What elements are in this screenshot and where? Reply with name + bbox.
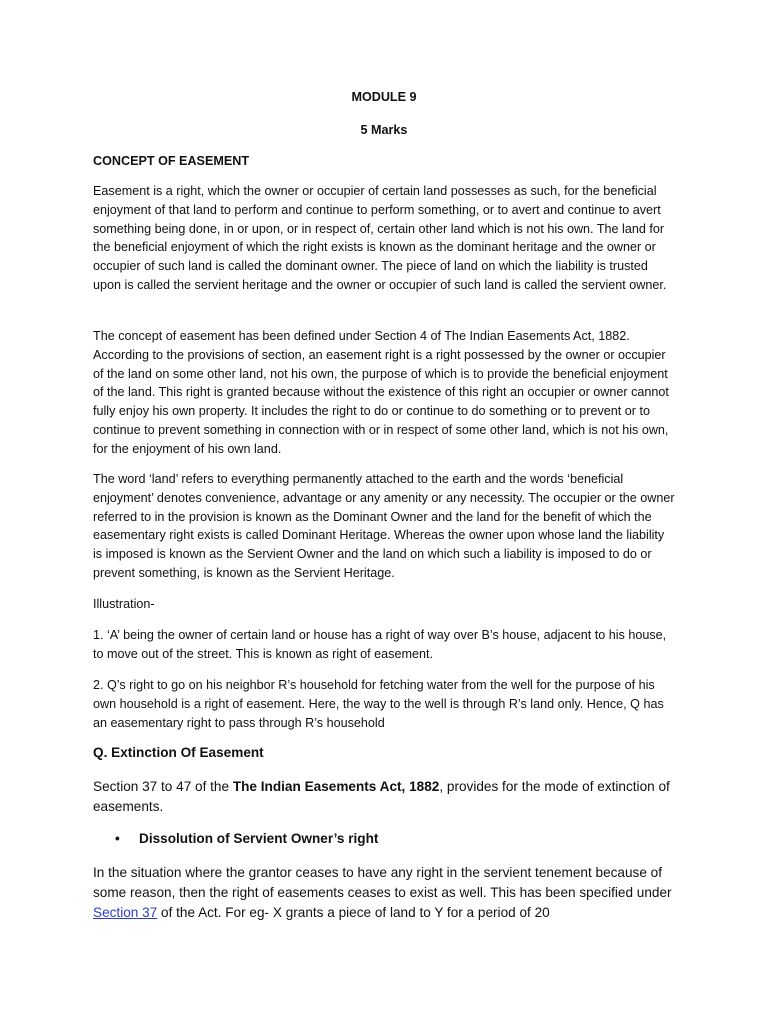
marks-subtitle: 5 Marks <box>360 123 408 137</box>
paragraph-extinction <box>93 777 675 817</box>
paragraph-dissolution <box>93 863 675 923</box>
extinction-text-before: Section 37 to 47 of the <box>93 779 233 794</box>
section-37-link[interactable]: Section 37 <box>93 905 158 920</box>
paragraph-land-meaning: The word ‘land’ refers to everything permanently attached to the earth and the words ‘beneficial enjoyment’ denotes convenience, advantage or any amenity or any necessity. The occupier or the owner referred to in the provision is known as the Dominant Owner and the land for the benefit of which the easementary right exists is called Dominant Heritage. Whereas the owner upon whose land the liability is imposed is known as the Servient Owner and the land on which such a liability is imposed to do or prevent something, is known as the Servient Heritage. <box>93 472 675 580</box>
dissolution-text-before: In the situation where the grantor ceases to have any right in the servient tenement because of some reason, then the right of easements ceases to exist as well. This has been specified under <box>93 865 672 900</box>
paragraph-easement-definition: Easement is a right, which the owner or occupier of certain land possesses as such, for the beneficial enjoyment of that land to perform and continue to perform something, or to avert and continue to avert something being done, in or upon, or in respect of, certain other land which is not his own. The land for the beneficial enjoyment of which the right exists is known as the dominant heritage and the owner or occupier of such land is called the dominant owner. The piece of land on which the liability is trusted upon is called the servient heritage and the owner or occupier of such land is called the servient owner. <box>93 184 667 292</box>
dissolution-text-after: of the Act. For eg- X grants a piece of land to Y for a period of 20 <box>157 905 550 920</box>
concept-heading: CONCEPT OF EASEMENT <box>93 154 250 168</box>
illustration-item-1: 1. ‘A’ being the owner of certain land or house has a right of way over B’s house, adjacent to his house, to move out of the street. This is known as right of easement. <box>93 628 667 661</box>
act-name-bold: The Indian Easements Act, 1882 <box>232 779 440 794</box>
illustration-item-2: 2. Q’s right to go on his neighbor R’s household for fetching water from the well for the purpose of his own household is a right of easement. Here, the way to the well is through R’s land only. Hence, Q has an easementary right to pass through R’s household <box>93 678 664 730</box>
extinction-heading: Q. Extinction Of Easement <box>93 745 264 760</box>
bullet-dot-icon: • <box>115 831 120 846</box>
paragraph-section-4: The concept of easement has been defined under Section 4 of The Indian Easements Act, 1882. According to the provisions of section, an easement right is a right possessed by the owner or occupier of the land on some other land, not his own, the purpose of which is to provide the beneficial enjoyment of the land. This right is granted because without the existence of this right an occupier or owner cannot fully enjoy his own property. It includes the right to do or continue to do something or to prevent or to continue to prevent something in connection with or in respect of some other land, which is not his own, for the enjoyment of his own land. <box>93 329 669 456</box>
extinction-text-after: , provides for the mode of extinction of easements. <box>93 779 670 814</box>
module-title: MODULE 9 <box>351 90 417 104</box>
illustration-label: Illustration- <box>93 597 155 611</box>
bullet-item-label: Dissolution of Servient Owner’s right <box>139 831 379 846</box>
bullet-item-dissolution <box>115 830 378 849</box>
